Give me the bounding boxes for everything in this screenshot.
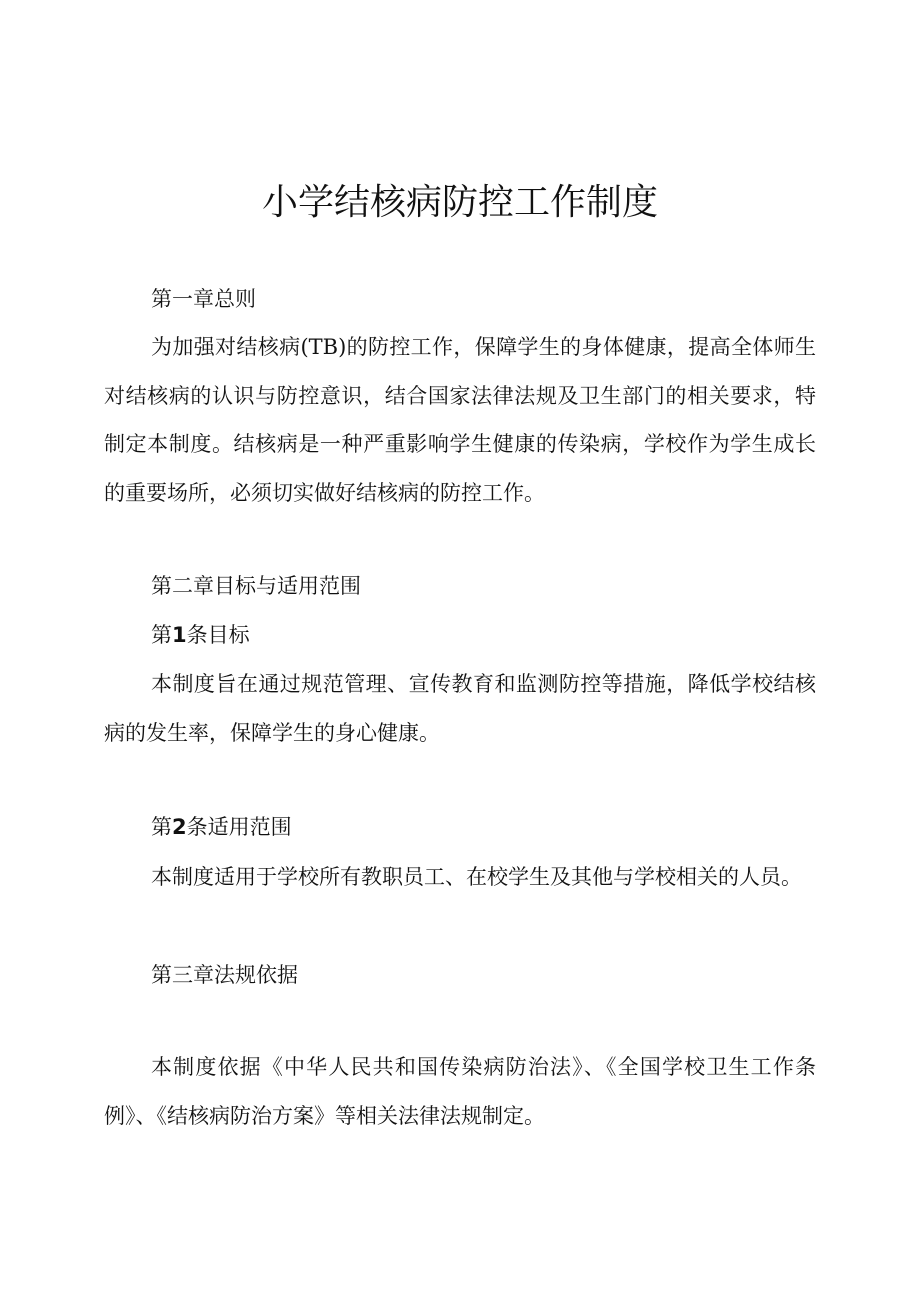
article-2-prefix: 第 <box>151 815 172 839</box>
chapter-2-heading: 第二章目标与适用范围 <box>151 574 361 598</box>
article-1-number: 1 <box>172 623 187 647</box>
chapter-1-paragraph: 为加强对结核病(TB)的防控工作，保障学生的身体健康，提高全体师生对结核病的认识与防控意识，结合国家法律法规及卫生部门的相关要求，特制定本制度。结核病是一种严重影响学生健康的传染病，学校作为学生成长的重要场所，必须切实做好结核病的防控工作。 <box>104 335 816 505</box>
article-1-paragraph: 本制度旨在通过规范管理、宣传教育和监测防控等措施，降低学校结核病的发生率，保障学生的身心健康。 <box>104 672 816 745</box>
article-1-heading <box>151 620 250 650</box>
article-2-paragraph: 本制度适用于学校所有教职员工、在校学生及其他与学校相关的人员。 <box>151 865 802 889</box>
article-2-number: 2 <box>172 815 187 839</box>
article-2-title: 条适用范围 <box>186 815 292 839</box>
chapter-3-heading: 第三章法规依据 <box>151 963 298 987</box>
document-title: 小学结核病防控工作制度 <box>261 182 658 223</box>
article-1-prefix: 第 <box>151 623 172 647</box>
chapter-1-heading: 第一章总则 <box>151 287 256 311</box>
article-1-title: 条目标 <box>186 623 250 647</box>
article-2-heading <box>151 812 292 842</box>
chapter-3-paragraph: 本制度依据《中华人民共和国传染病防治法》、《全国学校卫生工作条例》、《结核病防治方案》等相关法律法规制定。 <box>104 1055 816 1128</box>
